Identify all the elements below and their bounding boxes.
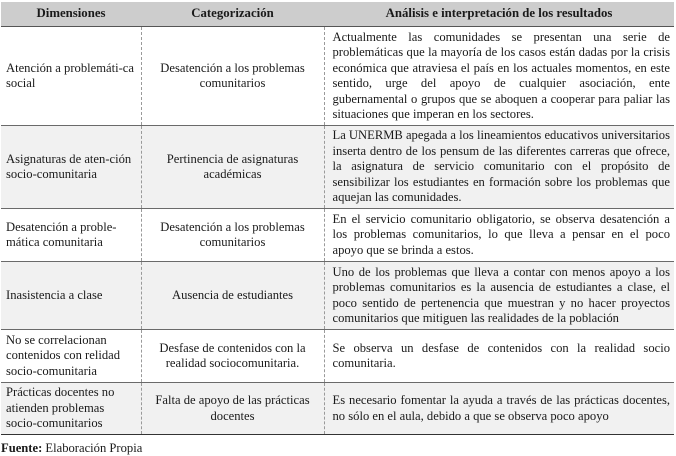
table-row [1, 330, 674, 383]
source-text: Elaboración Propia [42, 441, 143, 455]
table-row [1, 126, 674, 209]
analysis-cell: Actualmente las comunidades se presentan una serie de problemáticas que la mayoría de los casos están dadas por la crisis económica que atraviesa el país en los actuales momentos, en este sentido, urge del apoyo de cualquier asociación, ente gubernamental o grupos que se aboquen a cooperar para paliar las situaciones que imperan en los sectores. [324, 27, 674, 126]
table-body [1, 27, 674, 435]
analysis-cell: La UNERMB apegada a los lineamientos educativos universitarios inserta dentro de los pensum de las diferentes carreras que ofrece, la asignatura de servicio comunitario con el propósito de sensibilizar los estudiantes en formación sobre los problemas que aquejan las comunidades. [324, 126, 674, 209]
source-label: Fuente: [1, 441, 43, 455]
results-table [1, 2, 674, 435]
dimension-cell: Asignaturas de aten-ción socio-comunitaria [1, 126, 141, 209]
category-cell: Pertinencia de asignaturas académicas [141, 126, 324, 209]
table-row [1, 27, 674, 126]
dimension-cell: Inasistencia a clase [1, 262, 141, 330]
dimension-cell: Prácticas docentes no atienden problemas socio-comunitarios [1, 383, 141, 435]
table-row [1, 383, 674, 435]
analysis-cell: Es necesario fomentar la ayuda a través de las prácticas docentes, no sólo en el aula, debido a que se observa poco apoyo [324, 383, 674, 435]
category-cell: Ausencia de estudiantes [141, 262, 324, 330]
header-categorizacion: Categorización [141, 2, 324, 27]
header-dimensiones: Dimensiones [1, 2, 141, 27]
category-cell: Desatención a los problemas comunitarios [141, 27, 324, 126]
header-analisis: Análisis e interpretación de los resultados [324, 2, 674, 27]
table-row [1, 209, 674, 262]
source-note [1, 441, 142, 456]
dimension-cell: Atención a problemáti-ca social [1, 27, 141, 126]
analysis-cell: En el servicio comunitario obligatorio, se observa desatención a los problemas comunitarios, lo que lleva a pensar en el poco apoyo que se brinda a estos. [324, 209, 674, 262]
dimension-cell: No se correlacionan contenidos con relidad socio-comunitaria [1, 330, 141, 383]
table-row [1, 262, 674, 330]
header-row [1, 2, 674, 27]
category-cell: Desfase de contenidos con la realidad sociocomunitaria. [141, 330, 324, 383]
category-cell: Falta de apoyo de las prácticas docentes [141, 383, 324, 435]
table-header [1, 2, 674, 27]
analysis-cell: Uno de los problemas que lleva a contar con menos apoyo a los problemas comunitarios es la ausencia de estudiantes a clase, el poco sentido de pertenencia que muestran y no hacer proyectos comunitarios que mitiguen las realidades de la población [324, 262, 674, 330]
category-cell: Desatención a los problemas comunitarios [141, 209, 324, 262]
analysis-cell: Se observa un desfase de contenidos con la realidad socio comunitaria. [324, 330, 674, 383]
dimension-cell: Desatención a proble-mática comunitaria [1, 209, 141, 262]
